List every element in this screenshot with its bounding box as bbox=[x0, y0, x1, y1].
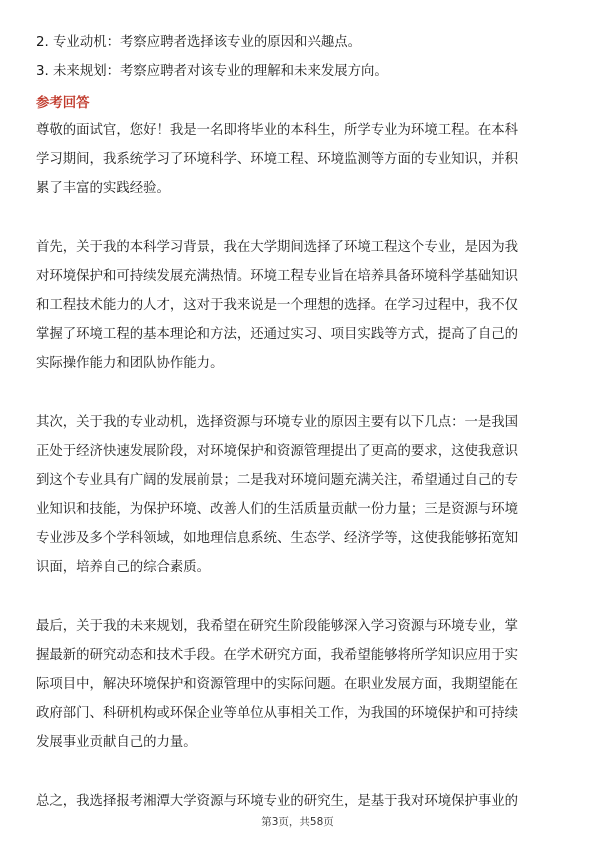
paragraph-line: 业知识和技能，为保护环境、改善人们的生活质量贡献一份力量；三是资源与环境 bbox=[36, 502, 519, 517]
paragraph-line: 掌握了环境工程的基本理论和方法，还通过实习、项目实践等方式，提高了自己的 bbox=[36, 327, 519, 342]
paragraph-line: 政府部门、科研机构或环保企业等单位从事相关工作，为我国的环境保护和可持续 bbox=[36, 706, 519, 721]
page-number: 第3页，共58页 bbox=[261, 816, 334, 828]
paragraph-line: 际项目中，解决环境保护和资源管理中的实际问题。在职业发展方面，我期望能在 bbox=[36, 677, 519, 692]
paragraph-line: 学习期间，我系统学习了环境科学、环境工程、环境监测等方面的专业知识，并积 bbox=[36, 152, 519, 167]
paragraph-line: 其次，关于我的专业动机，选择资源与环境专业的原因主要有以下几点：一是我国 bbox=[36, 415, 519, 430]
paragraph-line: 专业涉及多个学科领域，如地理信息系统、生态学、经济学等，这使我能够拓宽知 bbox=[36, 531, 519, 546]
paragraph-line: 对环境保护和可持续发展充满热情。环境工程专业旨在培养具备环境科学基础知识 bbox=[36, 269, 519, 284]
paragraph-line: 识面，培养自己的综合素质。 bbox=[36, 560, 211, 575]
paragraph-line: 发展事业贡献自己的力量。 bbox=[36, 735, 197, 750]
paragraph-line: 首先，关于我的本科学习背景，我在大学期间选择了环境工程这个专业，是因为我 bbox=[36, 240, 519, 255]
section-heading: 参考回答 bbox=[36, 96, 90, 111]
paragraph-line: 实际操作能力和团队协作能力。 bbox=[36, 356, 224, 371]
paragraph-line: 尊敬的面试官，您好！我是一名即将毕业的本科生，所学专业为环境工程。在本科 bbox=[36, 123, 519, 138]
paragraph-line: 正处于经济快速发展阶段，对环境保护和资源管理提出了更高的要求，这使我意识 bbox=[36, 444, 519, 459]
paragraph-line: 累了丰富的实践经验。 bbox=[36, 181, 170, 196]
paragraph-line: 和工程技术能力的人才，这对于我来说是一个理想的选择。在学习过程中，我不仅 bbox=[36, 298, 519, 313]
paragraph-line: 最后，关于我的未来规划，我希望在研究生阶段能够深入学习资源与环境专业，掌 bbox=[36, 619, 519, 634]
list-item-plan: 3. 未来规划：考察应聘者对该专业的理解和未来发展方向。 bbox=[36, 64, 388, 79]
paragraph-line: 到这个专业具有广阔的发展前景；二是我对环境问题充满关注，希望通过自己的专 bbox=[36, 473, 519, 488]
list-item-motivation: 2. 专业动机：考察应聘者选择该专业的原因和兴趣点。 bbox=[36, 35, 362, 50]
paragraph-line: 总之，我选择报考湘潭大学资源与环境专业的研究生，是基于我对环境保护事业的 bbox=[36, 794, 519, 809]
paragraph-line: 握最新的研究动态和技术手段。在学术研究方面，我希望能够将所学知识应用于实 bbox=[36, 648, 519, 663]
